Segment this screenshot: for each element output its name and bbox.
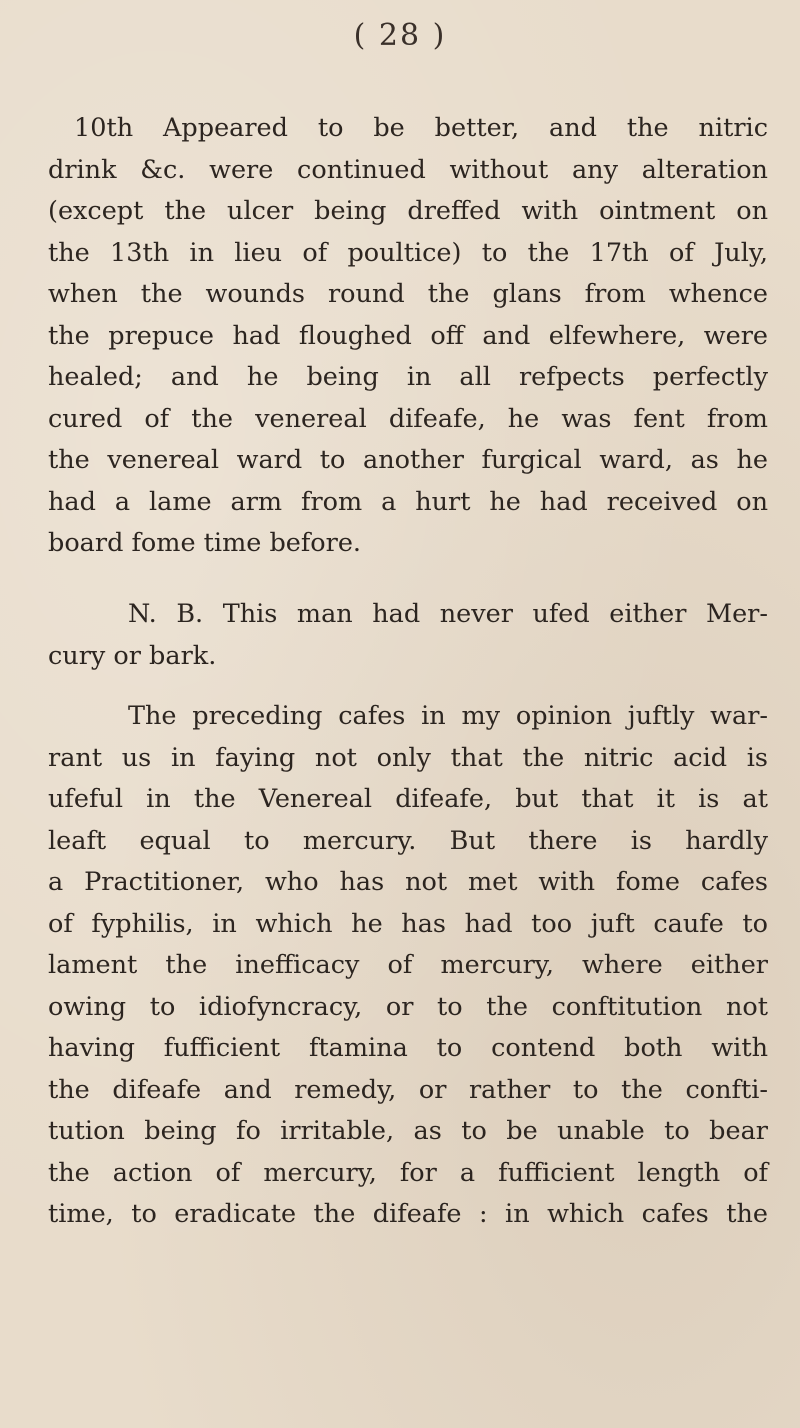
text-line: drink &c. were continued without any alteration <box>48 154 768 185</box>
text-line: rant us in faying not only that the nitric acid is <box>48 742 768 773</box>
text-line: had a lame arm from a hurt he had received on <box>48 486 768 517</box>
text-line: time, to eradicate the difeafe : in which cafes the <box>48 1199 768 1229</box>
text-line: ufeful in the Venereal difeafe, but that it is at <box>48 784 768 814</box>
paragraph-conclusion <box>48 696 768 1236</box>
text-line: the venereal ward to another furgical ward, as he <box>48 445 768 475</box>
text-line: a Practitioner, who has not met with fome cafes <box>48 867 768 897</box>
text-line: tution being fo irritable, as to be unable to bear <box>48 1116 768 1146</box>
text-line: The preceding cafes in my opinion juftly war- <box>128 701 768 731</box>
text-line: of fyphilis, in which he has had too juft caufe to <box>48 908 768 939</box>
text-line: the prepuce had floughed off and elfewhere, were <box>48 320 768 351</box>
text-line: healed; and he being in all refpects perfectly <box>48 362 768 392</box>
paragraph-case-progress <box>48 108 768 565</box>
text-line: N. B. This man had never ufed either Mer- <box>128 599 768 629</box>
text-line: cury or bark. <box>48 640 217 671</box>
text-line: board fome time before. <box>48 528 362 558</box>
text-line: 10th Appeared to be better, and the nitric <box>74 113 768 143</box>
text-line: the 13th in lieu of poultice) to the 17th of July, <box>48 237 768 268</box>
text-line: lament the inefficacy of mercury, where either <box>48 950 768 980</box>
paragraph-nota-bene <box>48 594 768 677</box>
text-line: the difeafe and remedy, or rather to the confti- <box>48 1074 768 1105</box>
text-line: leaft equal to mercury. But there is hardly <box>48 825 768 856</box>
text-line: (except the ulcer being dreffed with ointment on <box>48 196 768 226</box>
text-line: when the wounds round the glans from whence <box>48 279 768 309</box>
page-number: ( 28 ) <box>353 18 447 53</box>
text-line: cured of the venereal difeafe, he was fent from <box>48 403 768 434</box>
text-line: owing to idiofyncracy, or to the conftitution not <box>48 991 768 1022</box>
text-line: the action of mercury, for a fufficient length of <box>48 1157 768 1188</box>
text-line: having fufficient ftamina to contend both with <box>48 1033 768 1063</box>
